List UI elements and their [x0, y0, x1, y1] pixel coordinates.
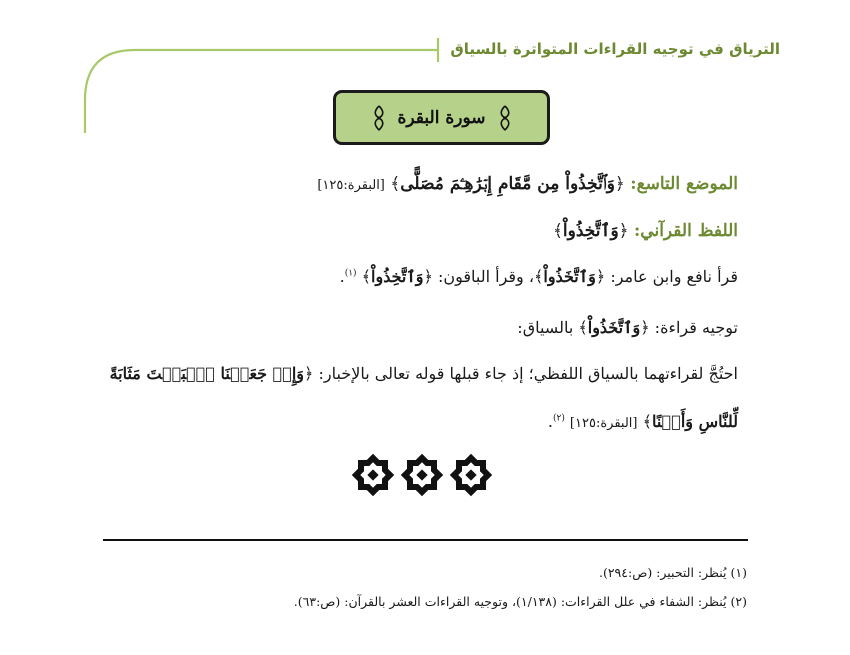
argument-line-continuation	[98, 412, 738, 431]
bracket-open-icon: ﴿	[423, 267, 433, 286]
quran-verse: وَٱتَّخِذُواْ مِن مَّقَامِ إِبۡرَٰهِـۧمَ مُصَلًّى	[400, 174, 615, 194]
others-text: ، وقرأ الباقون:	[437, 267, 535, 286]
ornament-icon-right	[498, 105, 512, 131]
footnote-separator	[103, 539, 748, 541]
bracket-close-icon: ﴾	[578, 318, 588, 337]
bracket-open-icon: ﴿	[614, 174, 625, 194]
bracket-open-icon: ﴿	[640, 318, 650, 337]
section-divider-stars	[350, 450, 495, 500]
period: .	[339, 267, 345, 286]
quranic-word: وَٱتَّخِذُواْ	[562, 221, 619, 241]
explained-word: وَٱتَّخَذُواْ	[587, 318, 641, 337]
surah-title-box	[333, 90, 550, 145]
bracket-open-icon: ﴿	[304, 364, 314, 383]
bracket-close-icon: ﴾	[534, 267, 544, 286]
verse-end: لِّلنَّاسِ وَأَمۡنًا	[651, 412, 738, 431]
verse-start: وَإِذۡ جَعَلۡنَا ٱلۡبَيۡتَ مَثَابَةً	[109, 364, 305, 383]
ninth-position-line	[98, 173, 738, 194]
bracket-close-icon: ﴾	[552, 221, 563, 241]
verse-reference: [البقرة:١٢٥]	[317, 178, 385, 193]
reading-explanation-heading	[98, 318, 738, 337]
star-ornament-icon	[352, 454, 394, 496]
reading-two: وَٱتَّخِذُواْ	[371, 267, 424, 286]
book-title: الترياق في توجيه القراءات المتواترة بالسياق	[450, 40, 780, 58]
ornament-icon-left	[372, 105, 386, 131]
bracket-close-icon: ﴾	[642, 412, 652, 431]
readings-line	[98, 267, 738, 286]
position-label: الموضع التاسع:	[630, 174, 738, 194]
footnote-mark-2: (٢)	[552, 413, 565, 424]
argument-line	[98, 364, 738, 383]
bracket-close-icon: ﴾	[361, 267, 372, 286]
period: .	[547, 412, 553, 431]
bracket-close-icon: ﴾	[390, 174, 401, 194]
star-ornament-icon	[401, 454, 443, 496]
argument-text: احتُجَّ لقراءتهما بالسياق اللفظي؛ إذ جاء قبلها قوله تعالى بالإخبار:	[318, 364, 738, 383]
bracket-open-icon: ﴿	[618, 221, 629, 241]
word-label: اللفظ القرآني:	[634, 221, 738, 241]
bracket-open-icon: ﴿	[595, 267, 606, 286]
footnote-mark-1: (١)	[344, 268, 357, 279]
footnote-1: (١) يُنظر: التحبير: (ص:٢٩٤).	[598, 565, 747, 580]
explanation-label: توجيه قراءة:	[654, 318, 738, 337]
star-ornament-icon	[450, 454, 492, 496]
surah-title: سورة البقرة	[397, 107, 486, 128]
verse-reference: [البقرة:١٢٥]	[569, 416, 638, 431]
context-label: بالسياق:	[517, 318, 574, 337]
quranic-word-line	[98, 220, 738, 241]
reading-one: وَٱتَّخَذُواْ	[543, 267, 596, 286]
footnote-2: (٢) يُنظر: الشفاء في علل القراءات: (١/١٣٨)، وتوجيه القراءات العشر بالقرآن: (ص:٦٣).	[293, 594, 747, 609]
readers-text: قرأ نافع وابن عامر:	[610, 267, 738, 286]
